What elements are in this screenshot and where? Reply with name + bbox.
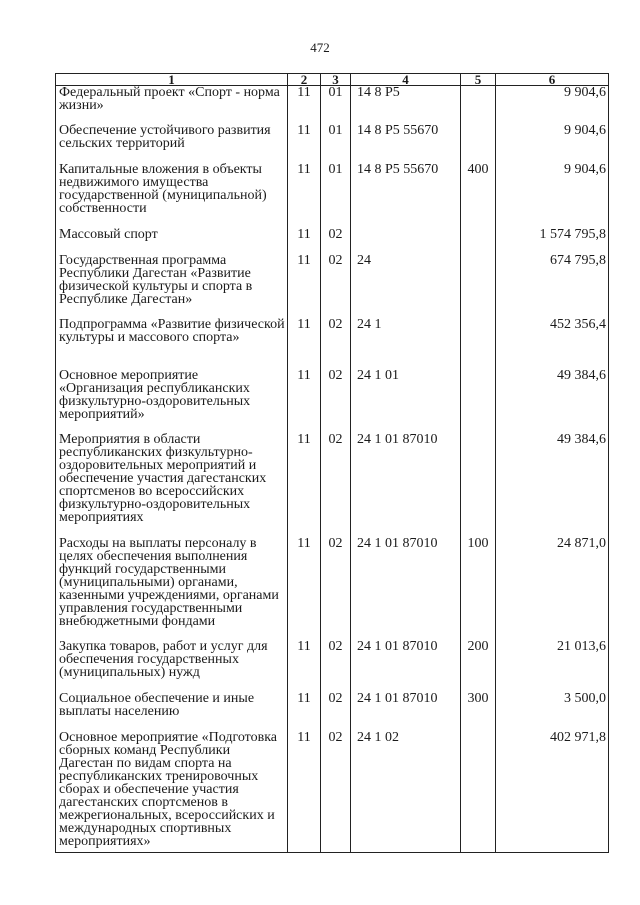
- amount: 9 904,6: [496, 124, 609, 163]
- amount: 674 795,8: [496, 254, 609, 318]
- item-name: Расходы на выплаты персоналу в целях обеспечения выполнения функций государственными (муниципальными) органами, казенными учреждениями, органами управления государственными внебюджетными фондами: [56, 537, 288, 640]
- section-code: 11: [288, 254, 321, 318]
- amount: 24 871,0: [496, 537, 609, 640]
- item-name: Массовый спорт: [56, 228, 288, 254]
- item-name: Основное мероприятие «Организация республиканских физкультурно-оздоровительных мероприятий»: [56, 369, 288, 433]
- expense-type-code: 400: [461, 163, 496, 228]
- subsection-code: 02: [321, 228, 351, 254]
- target-article-code: 14 8 P5 55670: [351, 124, 461, 163]
- table-row: [56, 731, 609, 853]
- amount: 3 500,0: [496, 692, 609, 731]
- section-code: 11: [288, 163, 321, 228]
- target-article-code: 24: [351, 254, 461, 318]
- target-article-code: 24 1 01 87010: [351, 692, 461, 731]
- amount: 402 971,8: [496, 731, 609, 853]
- section-code: 11: [288, 537, 321, 640]
- subsection-code: 02: [321, 318, 351, 369]
- target-article-code: 14 8 P5 55670: [351, 163, 461, 228]
- expense-type-code: [461, 731, 496, 853]
- table-header-row: [56, 74, 609, 86]
- target-article-code: [351, 228, 461, 254]
- target-article-code: 24 1 01 87010: [351, 640, 461, 692]
- expense-type-code: [461, 86, 496, 124]
- expense-type-code: [461, 228, 496, 254]
- target-article-code: 24 1: [351, 318, 461, 369]
- table-row: [56, 640, 609, 692]
- expense-type-code: [461, 318, 496, 369]
- item-name: Закупка товаров, работ и услуг для обеспечения государственных (муниципальных) нужд: [56, 640, 288, 692]
- subsection-code: 01: [321, 124, 351, 163]
- column-header: 4: [351, 74, 461, 86]
- amount: 452 356,4: [496, 318, 609, 369]
- amount: 21 013,6: [496, 640, 609, 692]
- section-code: 11: [288, 731, 321, 853]
- expense-type-code: [461, 254, 496, 318]
- table-row: [56, 537, 609, 640]
- amount: 49 384,6: [496, 433, 609, 537]
- column-header: 6: [496, 74, 609, 86]
- table-row: [56, 369, 609, 433]
- amount: 49 384,6: [496, 369, 609, 433]
- subsection-code: 02: [321, 692, 351, 731]
- column-header: 5: [461, 74, 496, 86]
- column-header: 2: [288, 74, 321, 86]
- section-code: 11: [288, 692, 321, 731]
- expense-type-code: 300: [461, 692, 496, 731]
- table-row: [56, 86, 609, 124]
- subsection-code: 01: [321, 86, 351, 124]
- target-article-code: 24 1 01: [351, 369, 461, 433]
- item-name: Обеспечение устойчивого развития сельских территорий: [56, 124, 288, 163]
- expense-type-code: [461, 433, 496, 537]
- table-row: [56, 163, 609, 228]
- item-name: Федеральный проект «Спорт - норма жизни»: [56, 86, 288, 124]
- amount: 9 904,6: [496, 86, 609, 124]
- section-code: 11: [288, 433, 321, 537]
- table-row: [56, 692, 609, 731]
- table-row: [56, 124, 609, 163]
- target-article-code: 14 8 P5: [351, 86, 461, 124]
- column-header: 1: [56, 74, 288, 86]
- table-row: [56, 433, 609, 537]
- target-article-code: 24 1 02: [351, 731, 461, 853]
- item-name: Подпрограмма «Развитие физической культуры и массового спорта»: [56, 318, 288, 369]
- subsection-code: 02: [321, 433, 351, 537]
- amount: 9 904,6: [496, 163, 609, 228]
- table-row: [56, 254, 609, 318]
- item-name: Основное мероприятие «Подготовка сборных команд Республики Дагестан по видам спорта на республиканских тренировочных сборах и обеспечение участия дагестанских спортсменов в межрегиональных, всероссийских и международных спортивных мероприятиях»: [56, 731, 288, 853]
- subsection-code: 02: [321, 537, 351, 640]
- page-number: 472: [310, 40, 330, 55]
- subsection-code: 02: [321, 640, 351, 692]
- section-code: 11: [288, 124, 321, 163]
- item-name: Капитальные вложения в объекты недвижимого имущества государственной (муниципальной) собственности: [56, 163, 288, 228]
- budget-table: [55, 73, 609, 853]
- table-row: [56, 228, 609, 254]
- item-name: Социальное обеспечение и иные выплаты населению: [56, 692, 288, 731]
- target-article-code: 24 1 01 87010: [351, 433, 461, 537]
- section-code: 11: [288, 369, 321, 433]
- subsection-code: 02: [321, 254, 351, 318]
- section-code: 11: [288, 640, 321, 692]
- item-name: Государственная программа Республики Дагестан «Развитие физической культуры и спорта в Республике Дагестан»: [56, 254, 288, 318]
- subsection-code: 01: [321, 163, 351, 228]
- amount: 1 574 795,8: [496, 228, 609, 254]
- table-row: [56, 318, 609, 369]
- expense-type-code: 200: [461, 640, 496, 692]
- subsection-code: 02: [321, 731, 351, 853]
- section-code: 11: [288, 228, 321, 254]
- section-code: 11: [288, 318, 321, 369]
- expense-type-code: [461, 124, 496, 163]
- expense-type-code: [461, 369, 496, 433]
- section-code: 11: [288, 86, 321, 124]
- subsection-code: 02: [321, 369, 351, 433]
- target-article-code: 24 1 01 87010: [351, 537, 461, 640]
- expense-type-code: 100: [461, 537, 496, 640]
- column-header: 3: [321, 74, 351, 86]
- item-name: Мероприятия в области республиканских физкультурно-оздоровительных мероприятий и обеспечение участия дагестанских спортсменов во всероссийских физкультурно-оздоровительных мероприятиях: [56, 433, 288, 537]
